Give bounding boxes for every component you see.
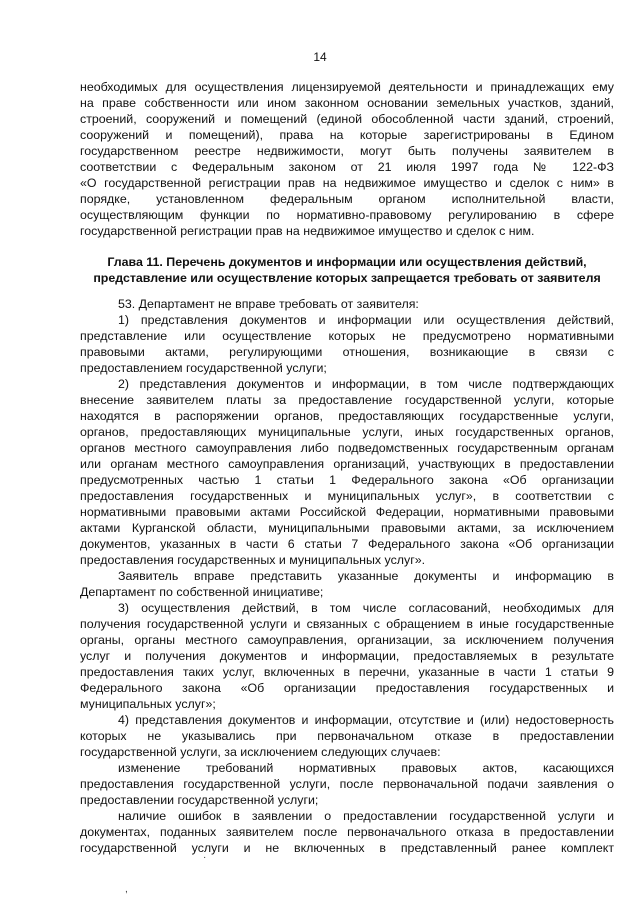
list-item-1: 1) представления документов и информации или осуществления действий, xyxy=(118,313,614,327)
page-number: 14 xyxy=(313,50,327,64)
text-line: необходимых для осуществления лицензируемой деятельности и принадлежащих ему xyxy=(80,80,614,94)
scan-speck: , xyxy=(125,884,128,895)
text-line: документах, поданных заявителем после первоначального отказа в предоставлении xyxy=(80,825,614,839)
text-line: правовыми актами, регулирующими отношения, возникающие в связи с xyxy=(80,345,614,359)
text-line: органы, органы местного самоуправления, организации, за исключением получения xyxy=(80,633,614,647)
text-line: предоставления государственной услуги, после первоначальной подачи заявления о xyxy=(80,777,614,791)
text-line: актами Курганской области, муниципальными правовыми актами, за исключением xyxy=(80,521,614,535)
text-line: получения государственной услуги и связанных с обращением в иные государственные xyxy=(80,617,614,631)
text-line: предоставления государственных и муниципальных услуг», в соответствии с xyxy=(80,489,614,503)
text-line: сооружений и помещений), права на которые зарегистрированы в Едином xyxy=(80,128,614,142)
text-line: Федерального закона «Об организации предоставления государственных и xyxy=(80,681,614,695)
text-line: на праве собственности или ином законном основании земельных участков, зданий, xyxy=(80,96,614,110)
text-line: органов местного самоуправления либо подведомственных государственным органам xyxy=(80,441,614,455)
sub-item: изменение требований нормативных правовых актов, касающихся xyxy=(118,761,614,775)
heading-line: Глава 11. Перечень документов и информации или осуществления действий, xyxy=(107,255,587,269)
text-line: государственной регистрации прав на недвижимое имущество и сделок с ним. xyxy=(80,224,535,238)
text-line: порядке, установленном федеральным органом исполнительной власти, xyxy=(80,192,614,206)
text-line: нормативными правовыми актами Российской Федерации, нормативными правовыми xyxy=(80,505,614,519)
text-line: находятся в распоряжении органов, предоставляющих государственные услуги, xyxy=(80,409,614,423)
text-line: представление или осуществление которых не предусмотрено нормативными xyxy=(80,329,614,343)
text-line: осуществляющим функции по нормативно-правовому регулированию в сфере xyxy=(80,208,614,222)
heading-line: представление или осуществление которых запрещается требовать от заявителя xyxy=(93,271,601,285)
list-item-4: 4) представления документов и информации, отсутствие и (или) недостоверность xyxy=(118,713,614,727)
list-item-3: 3) осуществления действий, в том числе согласований, необходимых для xyxy=(118,601,614,615)
text-line: предоставлением государственной услуги; xyxy=(80,361,327,375)
text-line: которых не указывались при первоначальном отказе в предоставлении xyxy=(80,729,614,743)
text-line: государственном реестре недвижимости, могут быть получены заявителем в xyxy=(80,144,614,158)
text-line: Департамент по собственной инициативе; xyxy=(80,585,324,599)
text-line: или органам местного самоуправления организаций, участвующих в предоставлении xyxy=(80,457,614,471)
text-line: «О государственной регистрации прав на недвижимое имущество и сделок с ним» в xyxy=(80,176,614,190)
text-line: предоставления таких услуг, включенных в перечни, указанные в части 1 статьи 9 xyxy=(80,665,614,679)
text-line: государственной услуги, за исключением следующих случаев: xyxy=(80,745,441,759)
scan-speck: · xyxy=(203,852,207,863)
text-line: документов, указанных в части 6 статьи 7 Федерального закона «Об организации xyxy=(80,537,614,551)
text-line: услуг и получения документов и информации, предоставляемых в результате xyxy=(80,649,614,663)
text-line: предоставления государственных и муниципальных услуг». xyxy=(80,553,426,567)
text-line: соответствии с Федеральным законом от 21 июля 1997 года № 122-ФЗ xyxy=(80,160,614,174)
text-line: строений, сооружений и помещений (единой обособленной части зданий, строений, xyxy=(80,112,614,126)
sub-item: наличие ошибок в заявлении о предоставлении государственной услуги и xyxy=(118,809,614,823)
text-line: муниципальных услуг»; xyxy=(80,697,216,711)
text-line: органов, предоставляющих муниципальные услуги, иных государственных органов, xyxy=(80,425,614,439)
text-line: государственной услуги и не включенных в представленный ранее комплект xyxy=(80,841,614,855)
text-line: предусмотренных частью 1 статьи 1 Федерального закона «Об организации xyxy=(80,473,614,487)
paragraph-start: 53. Департамент не вправе требовать от заявителя: xyxy=(118,297,419,311)
text-line: внесение заявителем платы за предоставление государственной услуги, которые xyxy=(80,393,614,407)
list-item-2: 2) представления документов и информации, в том числе подтверждающих xyxy=(118,377,614,391)
text-line: предоставлении государственной услуги; xyxy=(80,793,319,807)
text-line: Заявитель вправе представить указанные документы и информацию в xyxy=(118,569,614,583)
